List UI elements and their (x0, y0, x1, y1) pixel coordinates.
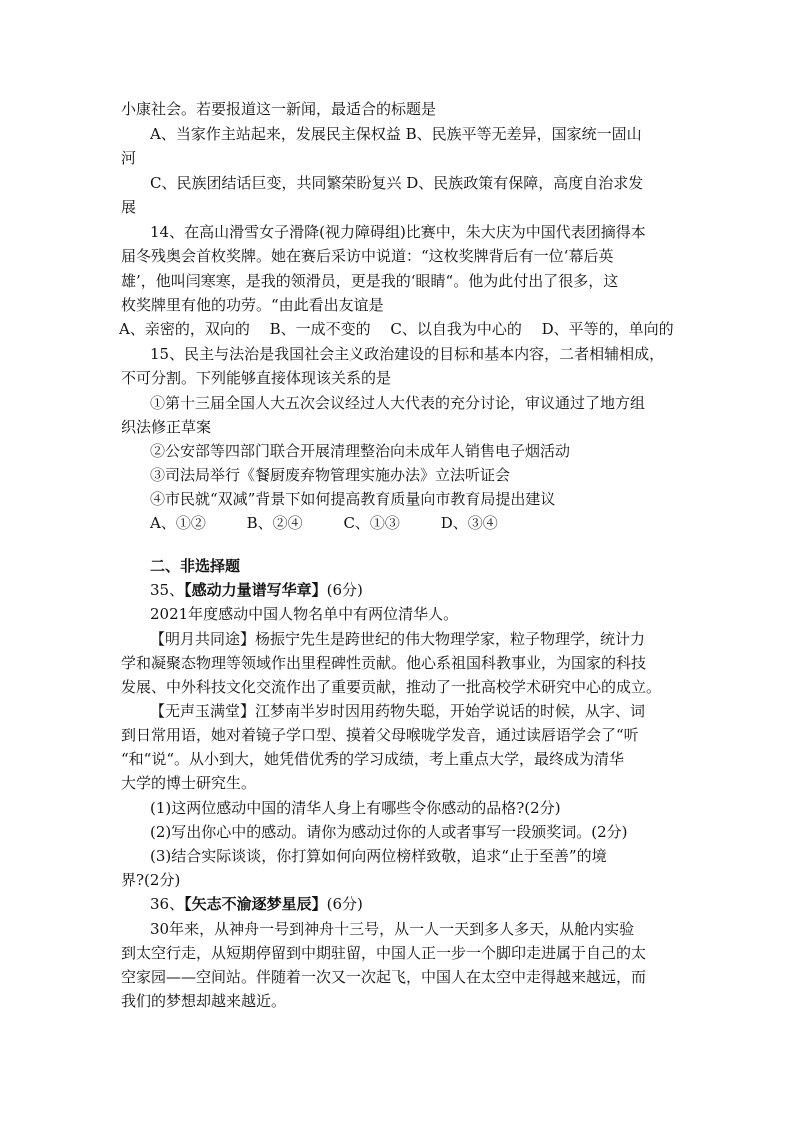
text-line: 大学的博士研究生。 (121, 774, 257, 792)
q36-score: (6分) (326, 895, 363, 913)
q14-options: A、亲密的，双向的 B、一成不变的 C、以自我为中心的 D、平等的，单向的 (119, 320, 674, 338)
option-line: C、民族团结话巨变，共同繁荣盼复兴 D、民族政策有保障，高度自治求发 (150, 174, 644, 192)
option-line: A、当家作主站起来，发展民主保权益 B、民族平等无差异，国家统一固山 (150, 125, 642, 143)
statement-1: ①第十三届全国人大五次会议经过人大代表的充分讨论，审议通过了地方组 (150, 394, 646, 412)
material-2-tag: 【无声玉满堂】 (150, 702, 256, 720)
q35-material-1 (150, 628, 710, 650)
text-line: 展 (121, 198, 137, 216)
statement-3: ③司法局举行《餐厨废弃物管理实施办法》立法听证会 (150, 466, 511, 484)
q35-material-2 (150, 700, 710, 722)
text-line: 发展、中外科技文化交流作出了重要贡献，推动了一批高校学术研究中心的成立。 (121, 678, 662, 696)
text-line: 学和凝聚态物理等领域作出里程碑性贡献。他心系祖国科教事业，为国家的科技 (121, 654, 647, 672)
option-a: A、①② (150, 514, 206, 532)
sub-question-1: (1)这两位感动中国的清华人身上有哪些令你感动的品格?(2分) (150, 799, 561, 817)
q36-number: 36、 (150, 895, 185, 913)
text-line: “和“说“。从小到大，她凭借优秀的学习成绩，考上重点大学，最终成为清华 (121, 750, 625, 768)
option-d: D、③④ (440, 514, 498, 532)
question-35-title (150, 579, 710, 601)
sub-question-2: (2)写出你心中的感动。请你为感动过你的人或者事写一段颁奖词。(2分) (150, 823, 628, 841)
material-1-text: 杨振宁先生是跨世纪的伟大物理学家，粒子物理学，统计力 (255, 630, 646, 648)
text-line: 不可分割。下列能够直接体现该关系的是 (121, 369, 392, 387)
material-1-tag: 【明月共同途】 (150, 630, 256, 648)
text-line: 届冬残奥会首枚奖牌。她在赛后采访中说道：“这枚奖牌背后有一位‘幕后英 (121, 247, 614, 265)
text-line: 织法修正草案 (121, 418, 212, 436)
q35-score: (6分) (326, 581, 363, 599)
text-line: 界?(2分) (121, 871, 181, 889)
text-line: 30年来，从神舟一号到神舟十三号，从一人一天到多人多天，从舱内实验 (150, 920, 635, 938)
q36-title: 【矢志不渝逐梦星辰】 (184, 895, 327, 913)
option-c: C、①③ (343, 514, 400, 532)
question-36-title (150, 893, 710, 915)
text-line: 枚奖牌里有他的功劳。“由此看出友谊是 (121, 296, 384, 314)
section-heading: 二、非选择题 (150, 557, 241, 575)
text-line: 到太空行走，从短期停留到中期驻留，中国人正一步一个脚印走进属于自己的太 (121, 944, 647, 962)
question-14: 14、在高山滑雪女子滑降(视力障碍组)比赛中，朱大庆为中国代表团摘得本 (150, 223, 646, 241)
statement-2: ②公安部等四部门联合开展清理整治向未成年人销售电子烟活动 (150, 442, 571, 460)
question-15: 15、民主与法治是我国社会主义政治建设的目标和基本内容，二者相辅相成， (150, 345, 665, 363)
q15-options (150, 512, 710, 534)
q35-title: 【感动力量谱写华章】 (184, 581, 327, 599)
option-b: B、②④ (246, 514, 303, 532)
q35-number: 35、 (150, 581, 185, 599)
text-line: 小康社会。若要报道这一新闻，最适合的标题是 (121, 100, 437, 118)
sub-question-3: (3)结合实际谈谈，你打算如何向两位榜样致敬，追求“止于至善”的境 (150, 847, 607, 865)
material-2-text: 江梦南半岁时因用药物失聪，开始学说话的时候，从字、词 (255, 702, 646, 720)
text-line: 雄’，他叫闫寒寒，是我的领滑员，更是我的‘眼睛“。他为此付出了很多，这 (121, 272, 619, 290)
text-line: 空家园——空间站。伴随着一次又一次起飞，中国人在太空中走得越来越远，而 (121, 968, 647, 986)
statement-4: ④市民就“双减”背景下如何提高教育质量向市教育局提出建议 (150, 490, 556, 508)
text-line: 河 (121, 149, 137, 167)
text-line: 到日常用语，她对着镜子学口型、摸着父母喉咙学发音，通过读唇语学会了“听 (121, 726, 639, 744)
text-line: 2021年度感动中国人物名单中有两位清华人。 (150, 605, 459, 623)
text-line: 我们的梦想却越来越近。 (121, 992, 287, 1010)
